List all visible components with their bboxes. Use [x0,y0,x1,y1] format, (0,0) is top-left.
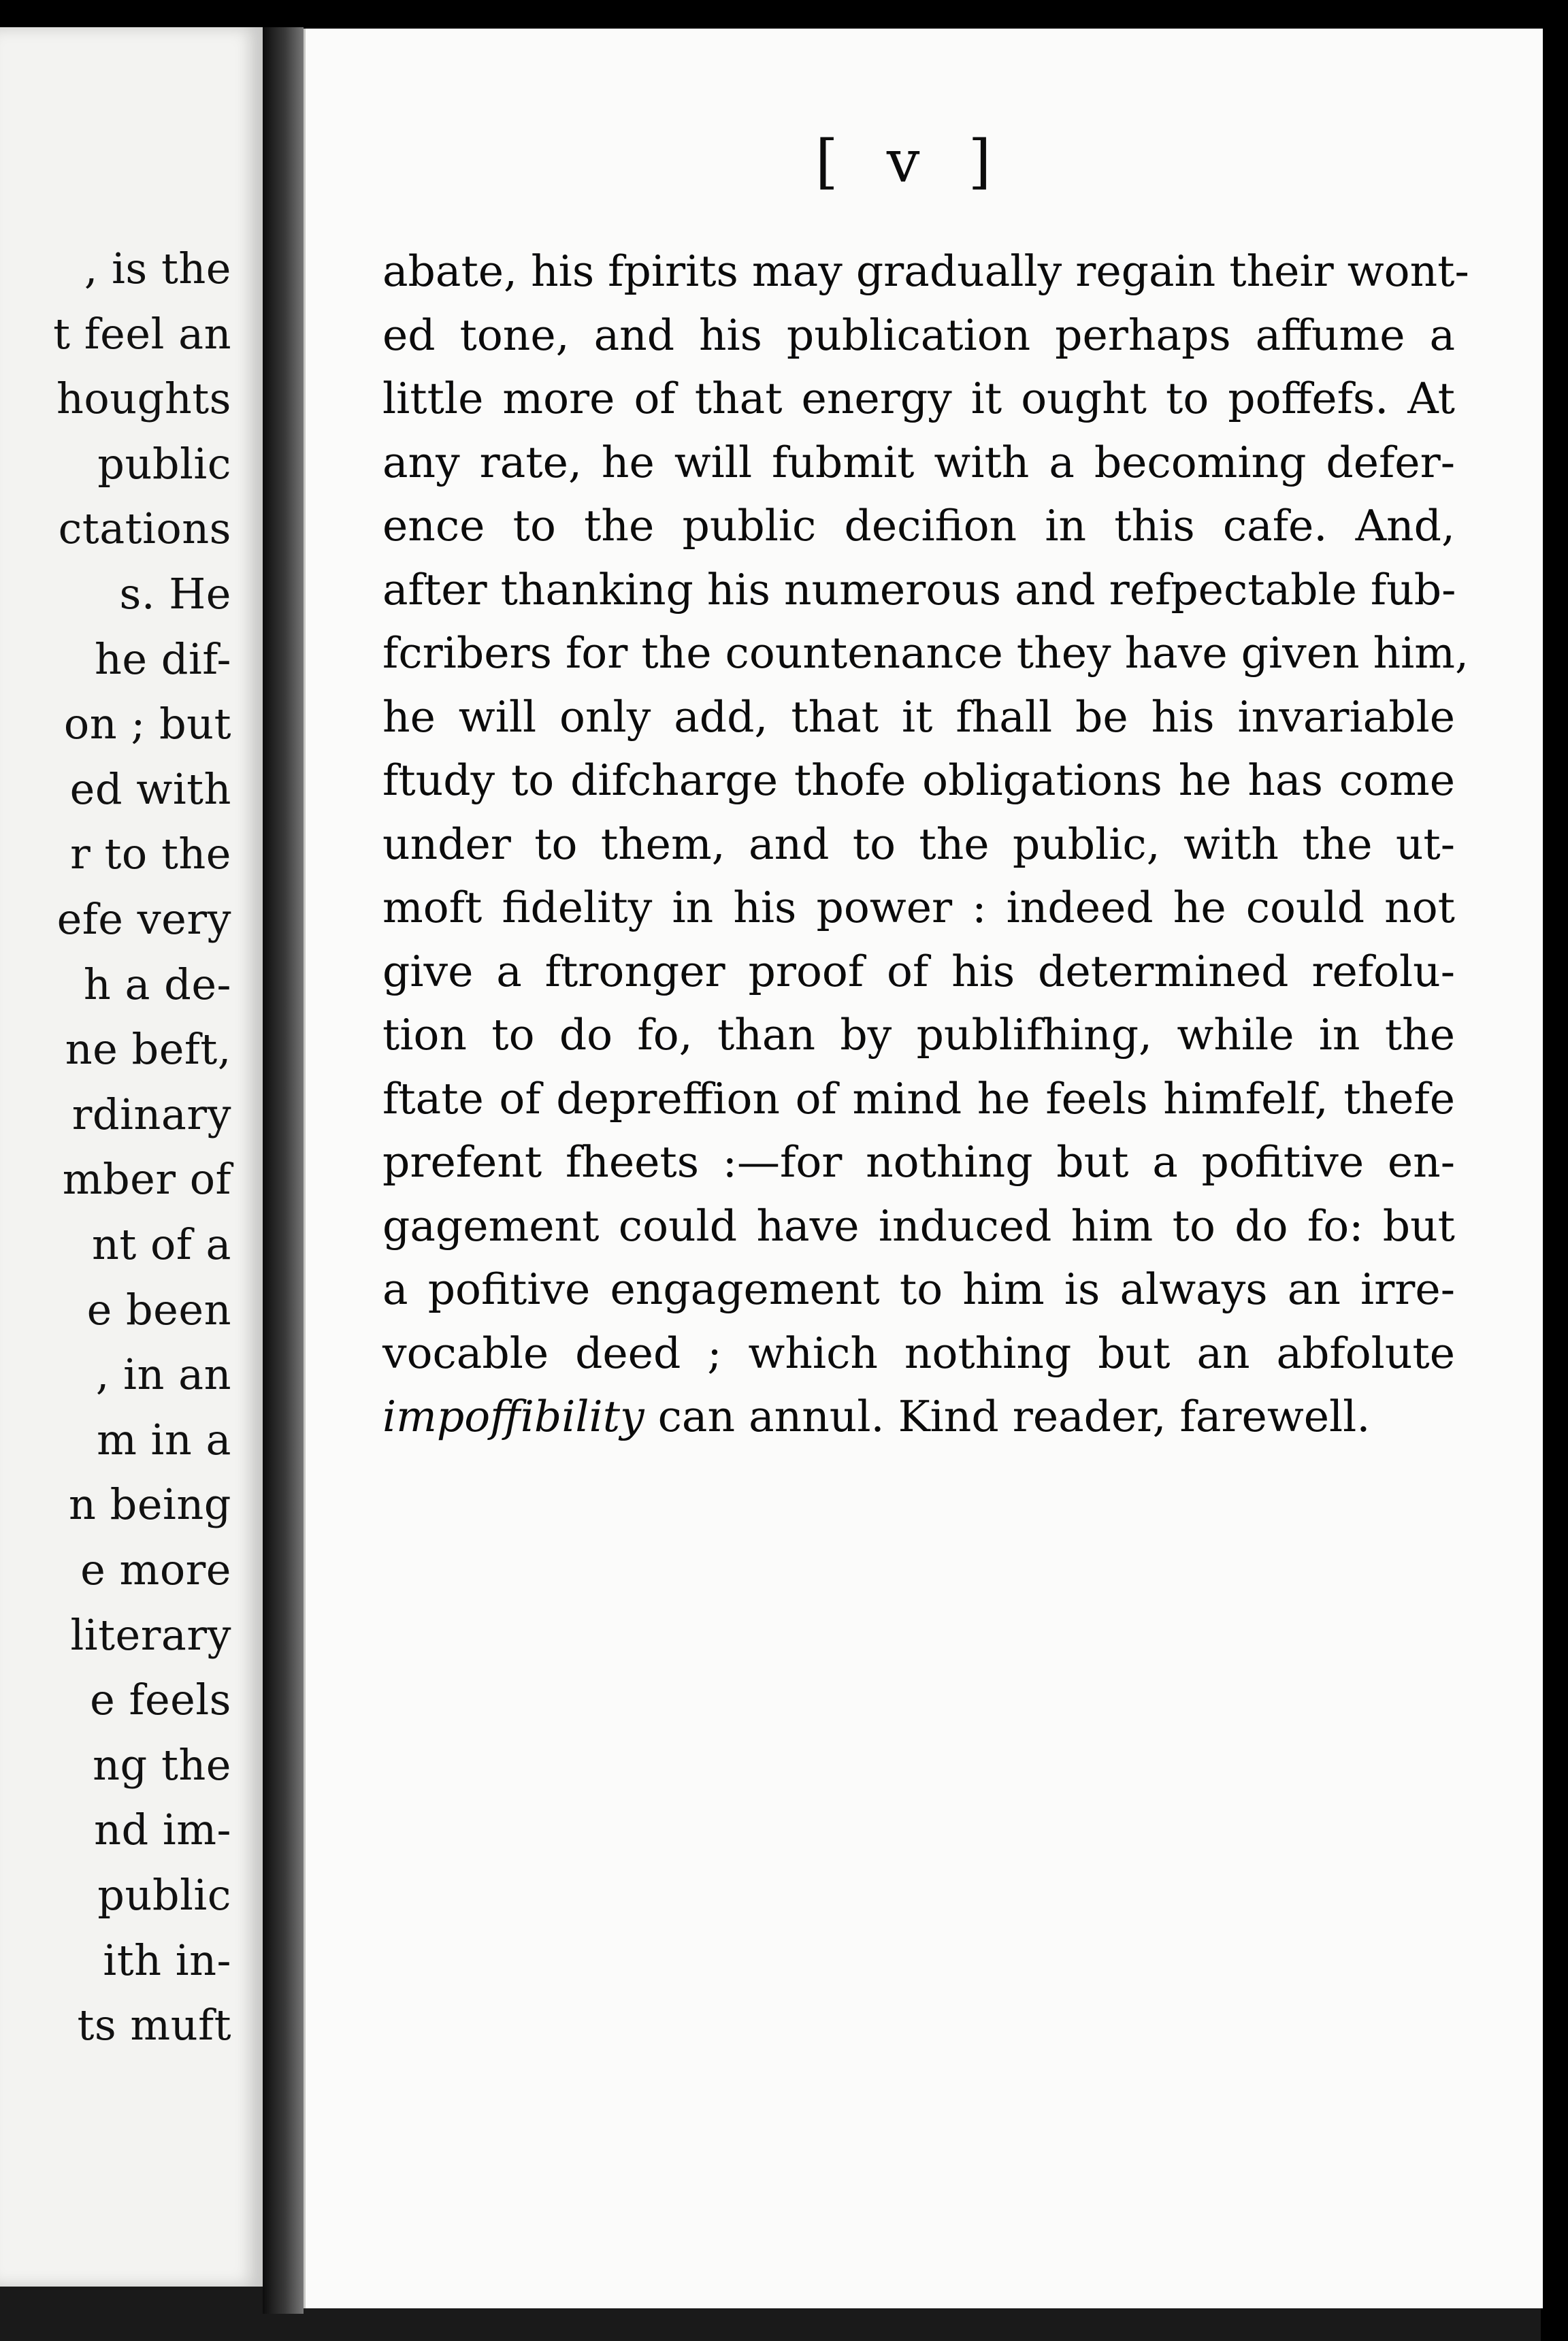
left-page-line: , in an [95,1349,231,1400]
left-page-line: on ; but [63,699,231,749]
left-page-line: nt of a [92,1219,231,1269]
left-page-line: e more [80,1545,231,1594]
body-line: give a ftronger proof of his determined refolu- [382,946,1455,996]
body-line: moft fidelity in his power : indeed he could not [382,883,1455,932]
book-gutter [263,27,304,2314]
body-line: after thanking his numerous and refpectable fub- [382,564,1456,615]
left-page-line: ctations [58,504,231,554]
left-page-line: rdinary [71,1089,231,1139]
italic-word: impoffibility [382,1392,644,1441]
left-page-line: literary [70,1609,231,1660]
page-number: [ v ] [815,128,1007,196]
body-line: abate, his fpirits may gradually regain their wont- [382,246,1469,296]
left-page-line: ne beft, [65,1024,231,1075]
left-page-line: h a de- [83,959,231,1009]
left-page-line: s. He [119,569,231,619]
left-page-line: mber of [62,1154,231,1205]
left-page-line: , is the [84,244,231,293]
left-page-line: ith in- [103,1935,231,1985]
left-page-line: t feel an [53,308,231,359]
left-page-line: ng the [93,1739,231,1790]
left-page-line: r to the [70,829,231,879]
left-page-line: houghts [56,374,231,424]
left-page-line: public [97,1870,231,1920]
left-page-line: n being [69,1479,231,1530]
body-line: fcribers for the countenance they have given him, [382,628,1469,678]
body-line: gagement could have induced him to do fo: but [382,1200,1455,1251]
body-line: prefent fheets :—for nothing but a pofitive en- [382,1137,1455,1187]
body-line: a pofitive engagement to him is always an irre- [382,1264,1455,1314]
body-line: vocable deed ; which nothing but an abfolute [382,1328,1455,1378]
left-page-line: ed with [69,764,231,814]
left-page-line: public [97,438,231,489]
body-line: ftudy to difcharge thofe obligations he has come [382,755,1455,805]
left-page-line: efe very [56,894,231,944]
left-page-line: e been [86,1284,231,1335]
body-line: ence to the public decifion in this cafe. And, [382,501,1455,551]
body-line: any rate, he will fubmit with a becoming defer- [382,437,1455,487]
body-line: little more of that energy it ought to poffefs. At [382,374,1455,423]
closing-text: can annul. Kind reader, farewell. [644,1392,1371,1441]
body-line: he will only add, that it fhall be his invariable [382,691,1455,742]
body-line-final [382,1385,1455,1449]
left-page-line: e feels [90,1675,231,1725]
body-line: under to them, and to the public, with the ut- [382,819,1455,869]
body-text [382,240,1469,1449]
left-page [0,27,263,2287]
body-line: tion to do fo, than by publifhing, while in the [382,1010,1455,1060]
left-page-line: ts muft [77,2000,231,2050]
left-page-line: he dif- [94,634,231,684]
left-page-line: nd im- [94,1805,231,1855]
body-line: ed tone, and his publication perhaps affume a [382,310,1455,360]
scan-border-right [1541,0,1568,2341]
body-line: ftate of depreffion of mind he feels himfelf, thefe [382,1073,1455,1124]
left-page-line: m in a [97,1414,231,1464]
